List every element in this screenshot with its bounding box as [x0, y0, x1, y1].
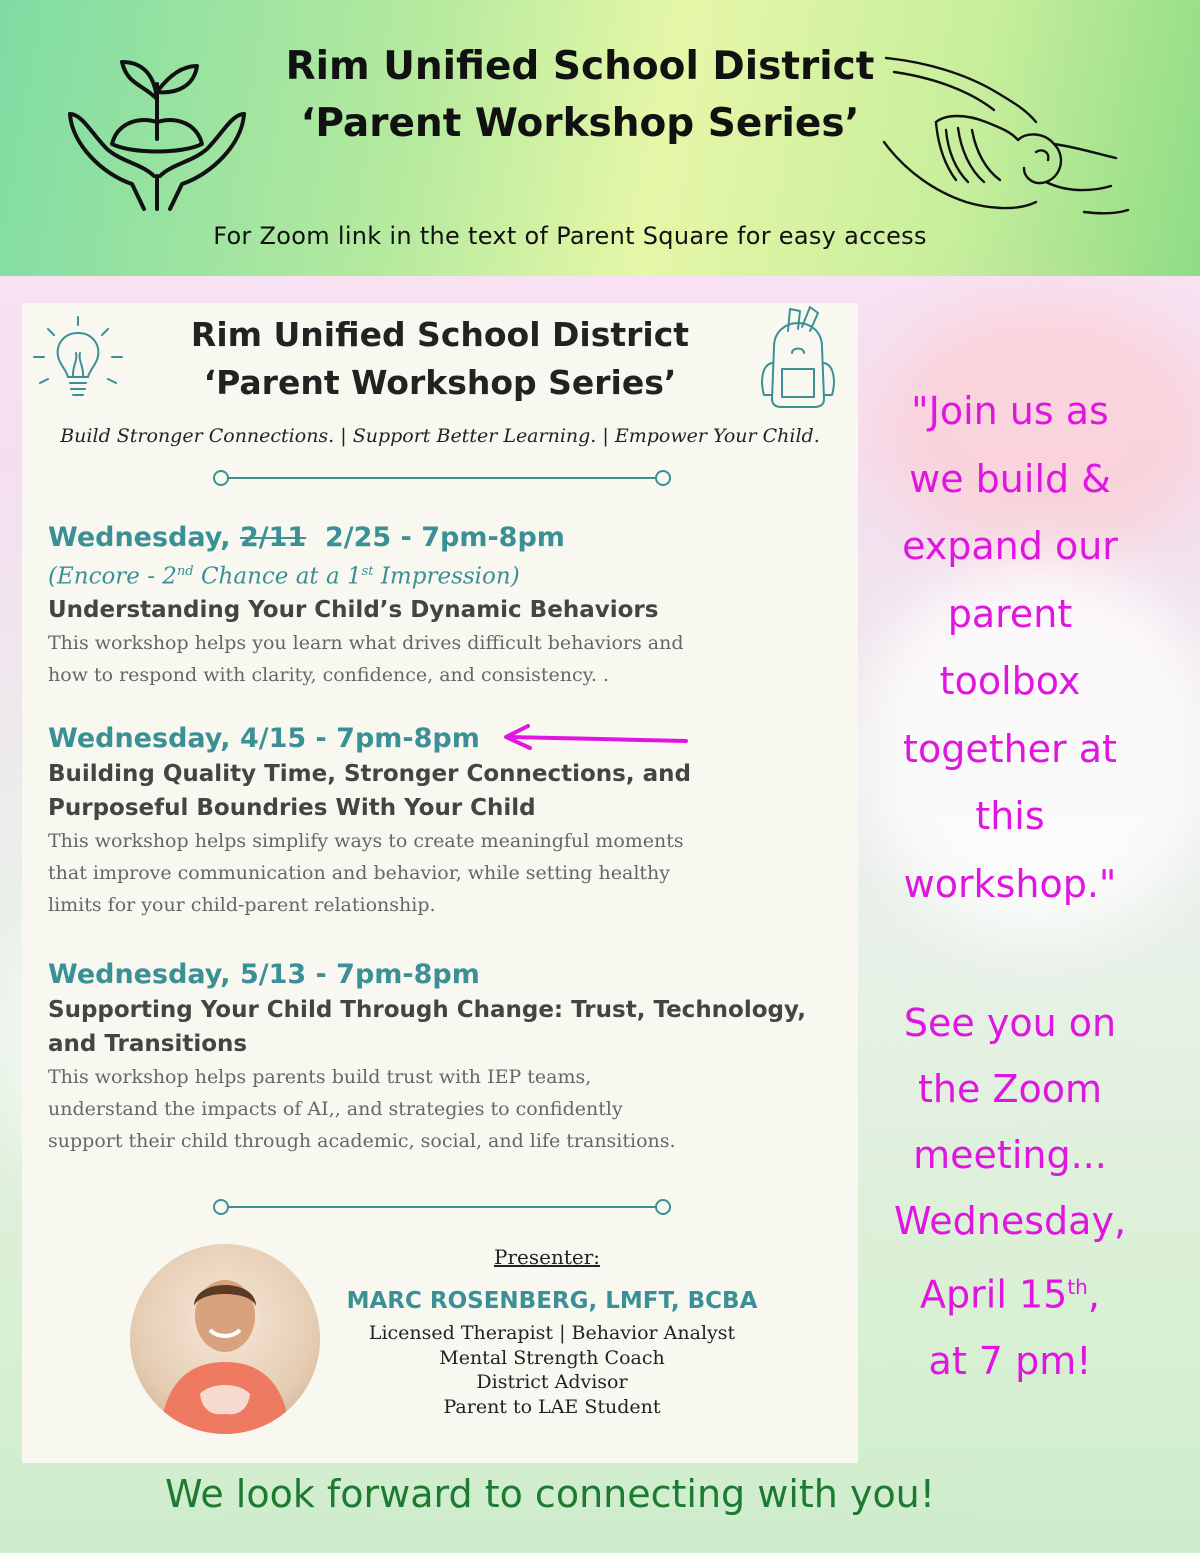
divider-top [212, 468, 672, 488]
desc-line: This workshop helps parents build trust with IEP teams, [48, 1066, 592, 1088]
encore-sup: st [361, 564, 374, 579]
message-line: Wednesday, [893, 1199, 1127, 1243]
session-description [48, 1061, 848, 1157]
message-line: the Zoom [918, 1067, 1102, 1111]
encore-text: (Encore - 2 [48, 563, 177, 590]
session-may [48, 957, 848, 1157]
session-title: Understanding Your Child’s Dynamic Behaviors [48, 596, 659, 623]
presenter-role: Mental Strength Coach [439, 1346, 665, 1369]
banner-title-line2: ‘Parent Workshop Series’ [300, 101, 860, 146]
join-us-message [870, 378, 1150, 918]
session-date: Wednesday, 5/13 - 7pm-8pm [48, 959, 480, 990]
arrow-icon [500, 723, 690, 753]
desc-line: that improve communication and behavior, while setting healthy [48, 862, 670, 884]
message-line: we build & [909, 456, 1111, 501]
encore-sup: nd [176, 564, 194, 579]
header-banner [0, 0, 1200, 276]
flyer-title [22, 311, 858, 407]
presenter-role: Parent to LAE Student [443, 1395, 661, 1418]
presenter-role: District Advisor [476, 1371, 628, 1393]
date-text: April 15 [920, 1272, 1068, 1317]
date-weekday: Wednesday, [48, 522, 231, 553]
divider-bottom [212, 1197, 672, 1217]
desc-line: limits for your child-parent relationship. [48, 894, 436, 916]
message-line [870, 1254, 1150, 1328]
banner-title [250, 38, 910, 152]
desc-line: understand the impacts of AI,, and strategies to confidently [48, 1098, 623, 1120]
flyer-title-line2: ‘Parent Workshop Series’ [203, 363, 677, 402]
session-description [48, 825, 848, 921]
title-line: and Transitions [48, 1031, 248, 1057]
title-line: Building Quality Time, Stronger Connections, and [48, 761, 691, 787]
desc-line: support their child through academic, social, and life transitions. [48, 1130, 676, 1152]
encore-text: Chance at a 1 [193, 563, 362, 590]
session-date: Wednesday, 4/15 - 7pm-8pm [48, 723, 480, 754]
desc-line: This workshop helps simplify ways to create meaningful moments [48, 830, 684, 852]
session-title [48, 993, 848, 1061]
presenter-role: Licensed Therapist | Behavior Analyst [368, 1322, 736, 1344]
presenter-photo [130, 1244, 320, 1434]
message-line: this [975, 794, 1045, 838]
date-text: , [1087, 1272, 1100, 1317]
encore-note [48, 556, 848, 593]
presenter-label: Presenter: [493, 1245, 600, 1269]
flyer-tagline: Build Stronger Connections. | Support Better Learning. | Empower Your Child. [60, 425, 820, 447]
presenter-roles [322, 1321, 782, 1419]
session-feb [48, 520, 848, 691]
footer-message: We look forward to connecting with you! [164, 1472, 936, 1516]
banner-title-line1: Rim Unified School District [285, 44, 875, 89]
holding-hands-icon [876, 52, 1136, 222]
message-line: workshop." [903, 861, 1117, 906]
title-line: Supporting Your Child Through Change: Trust, Technology, [48, 997, 806, 1023]
zoom-link-note: For Zoom link in the text of Parent Square for easy access [213, 222, 927, 250]
see-you-message [870, 990, 1150, 1394]
date-cancelled: 2/11 [239, 522, 307, 553]
message-line: parent [947, 591, 1073, 636]
message-line: together at [903, 726, 1117, 771]
message-line: at 7 pm! [928, 1338, 1092, 1383]
desc-line: This workshop helps you learn what drives difficult behaviors and [48, 631, 684, 654]
session-apr [48, 721, 848, 921]
message-line: meeting... [913, 1133, 1107, 1177]
plant-hands-icon [62, 44, 252, 214]
encore-text: Impression) [373, 563, 520, 590]
flyer-title-line1: Rim Unified School District [190, 315, 690, 354]
title-line: Purposeful Boundries With Your Child [48, 795, 536, 821]
date-new: 2/25 - 7pm-8pm [325, 522, 565, 553]
session-description [48, 627, 848, 691]
workshop-flyer [22, 303, 858, 1463]
date-sup: th [1067, 1275, 1088, 1299]
message-line: expand our [902, 524, 1118, 568]
message-line: toolbox [939, 659, 1081, 703]
message-line: "Join us as [911, 389, 1109, 433]
session-date [48, 520, 848, 556]
backpack-icon [752, 303, 844, 413]
desc-line: how to respond with clarity, confidence, and consistency. . [48, 663, 609, 686]
presenter-name: MARC ROSENBERG, LMFT, BCBA [346, 1288, 758, 1314]
message-line: See you on [903, 1001, 1117, 1045]
session-title [48, 757, 848, 825]
